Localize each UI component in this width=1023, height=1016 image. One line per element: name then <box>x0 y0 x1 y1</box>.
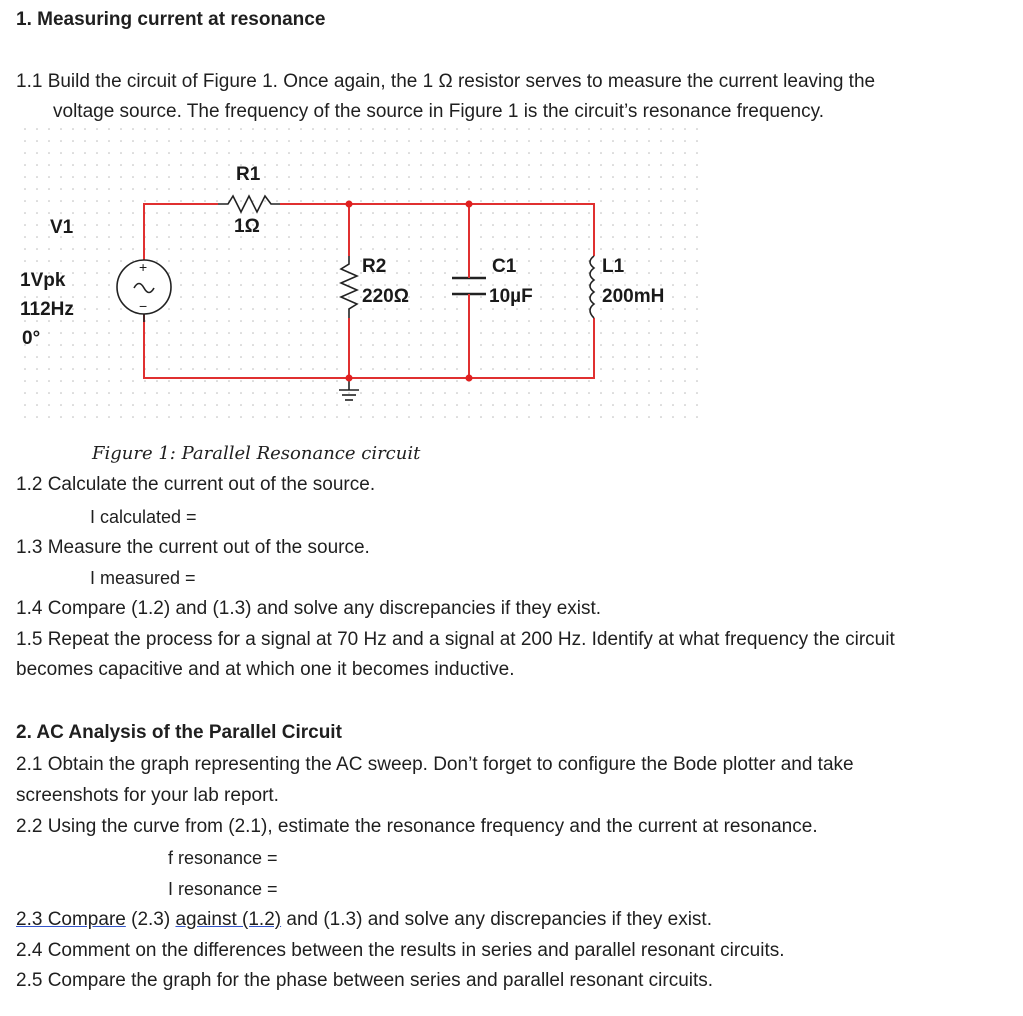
c1-name-label: C1 <box>492 256 517 277</box>
section-1-heading: 1. Measuring current at resonance <box>16 9 326 30</box>
grid-background <box>14 128 700 418</box>
paragraph-2-3-ref: (2.3) <box>125 909 176 930</box>
v1-name-label: V1 <box>50 217 74 238</box>
source-plus-sign: + <box>139 259 148 275</box>
paragraph-2-3-compare: 2.3 Compare <box>16 909 126 930</box>
paragraph-1-4: 1.4 Compare (1.2) and (1.3) and solve any discrepancies if they exist. <box>16 598 602 619</box>
figure-caption: Figure 1: Parallel Resonance circuit <box>92 443 421 464</box>
i-calculated-field: I calculated = <box>90 507 197 527</box>
l1-value-label: 200mH <box>602 286 665 307</box>
paragraph-2-3-against: against (1.2) <box>175 909 282 930</box>
paragraph-1-5-line2: becomes capacitive and at which one it becomes inductive. <box>16 659 515 680</box>
l1-name-label: L1 <box>602 256 625 277</box>
i-resonance-field: I resonance = <box>168 879 278 899</box>
paragraph-2-3 <box>16 908 712 932</box>
c1-value-label: 10µF <box>489 286 533 307</box>
r2-value-label: 220Ω <box>362 286 409 307</box>
paragraph-1-2: 1.2 Calculate the current out of the source. <box>16 474 376 495</box>
v1-frequency-label: 112Hz <box>20 299 74 320</box>
v1-phase-label: 0° <box>22 328 41 349</box>
r1-name-label: R1 <box>236 164 261 185</box>
r1-value-label: 1Ω <box>234 216 260 237</box>
source-minus-sign: − <box>139 298 148 314</box>
paragraph-1-3: 1.3 Measure the current out of the source. <box>16 537 370 558</box>
v1-amplitude-label: 1Vpk <box>20 270 66 291</box>
paragraph-2-3-rest: and (1.3) and solve any discrepancies if they exist. <box>281 909 712 930</box>
r2-name-label: R2 <box>362 256 387 277</box>
paragraph-1-5-line1: 1.5 Repeat the process for a signal at 70 Hz and a signal at 200 Hz. Identify at what frequency the circuit <box>16 629 895 650</box>
paragraph-2-5: 2.5 Compare the graph for the phase between series and parallel resonant circuits. <box>16 970 714 991</box>
circuit-diagram <box>0 128 720 418</box>
i-measured-field: I measured = <box>90 568 196 588</box>
paragraph-1-1-line1: 1.1 Build the circuit of Figure 1. Once again, the 1 Ω resistor serves to measure the current leaving the <box>16 71 876 92</box>
paragraph-2-4: 2.4 Comment on the differences between the results in series and parallel resonant circuits. <box>16 940 785 961</box>
section-2-heading: 2. AC Analysis of the Parallel Circuit <box>16 722 342 743</box>
paragraph-2-1-line1: 2.1 Obtain the graph representing the AC sweep. Don’t forget to configure the Bode plotter and take <box>16 754 854 775</box>
paragraph-2-1-line2: screenshots for your lab report. <box>16 785 279 806</box>
paragraph-1-1-line2: voltage source. The frequency of the source in Figure 1 is the circuit’s resonance frequency. <box>53 101 824 122</box>
f-resonance-field: f resonance = <box>168 848 278 868</box>
paragraph-2-2: 2.2 Using the curve from (2.1), estimate the resonance frequency and the current at resonance. <box>16 816 818 837</box>
